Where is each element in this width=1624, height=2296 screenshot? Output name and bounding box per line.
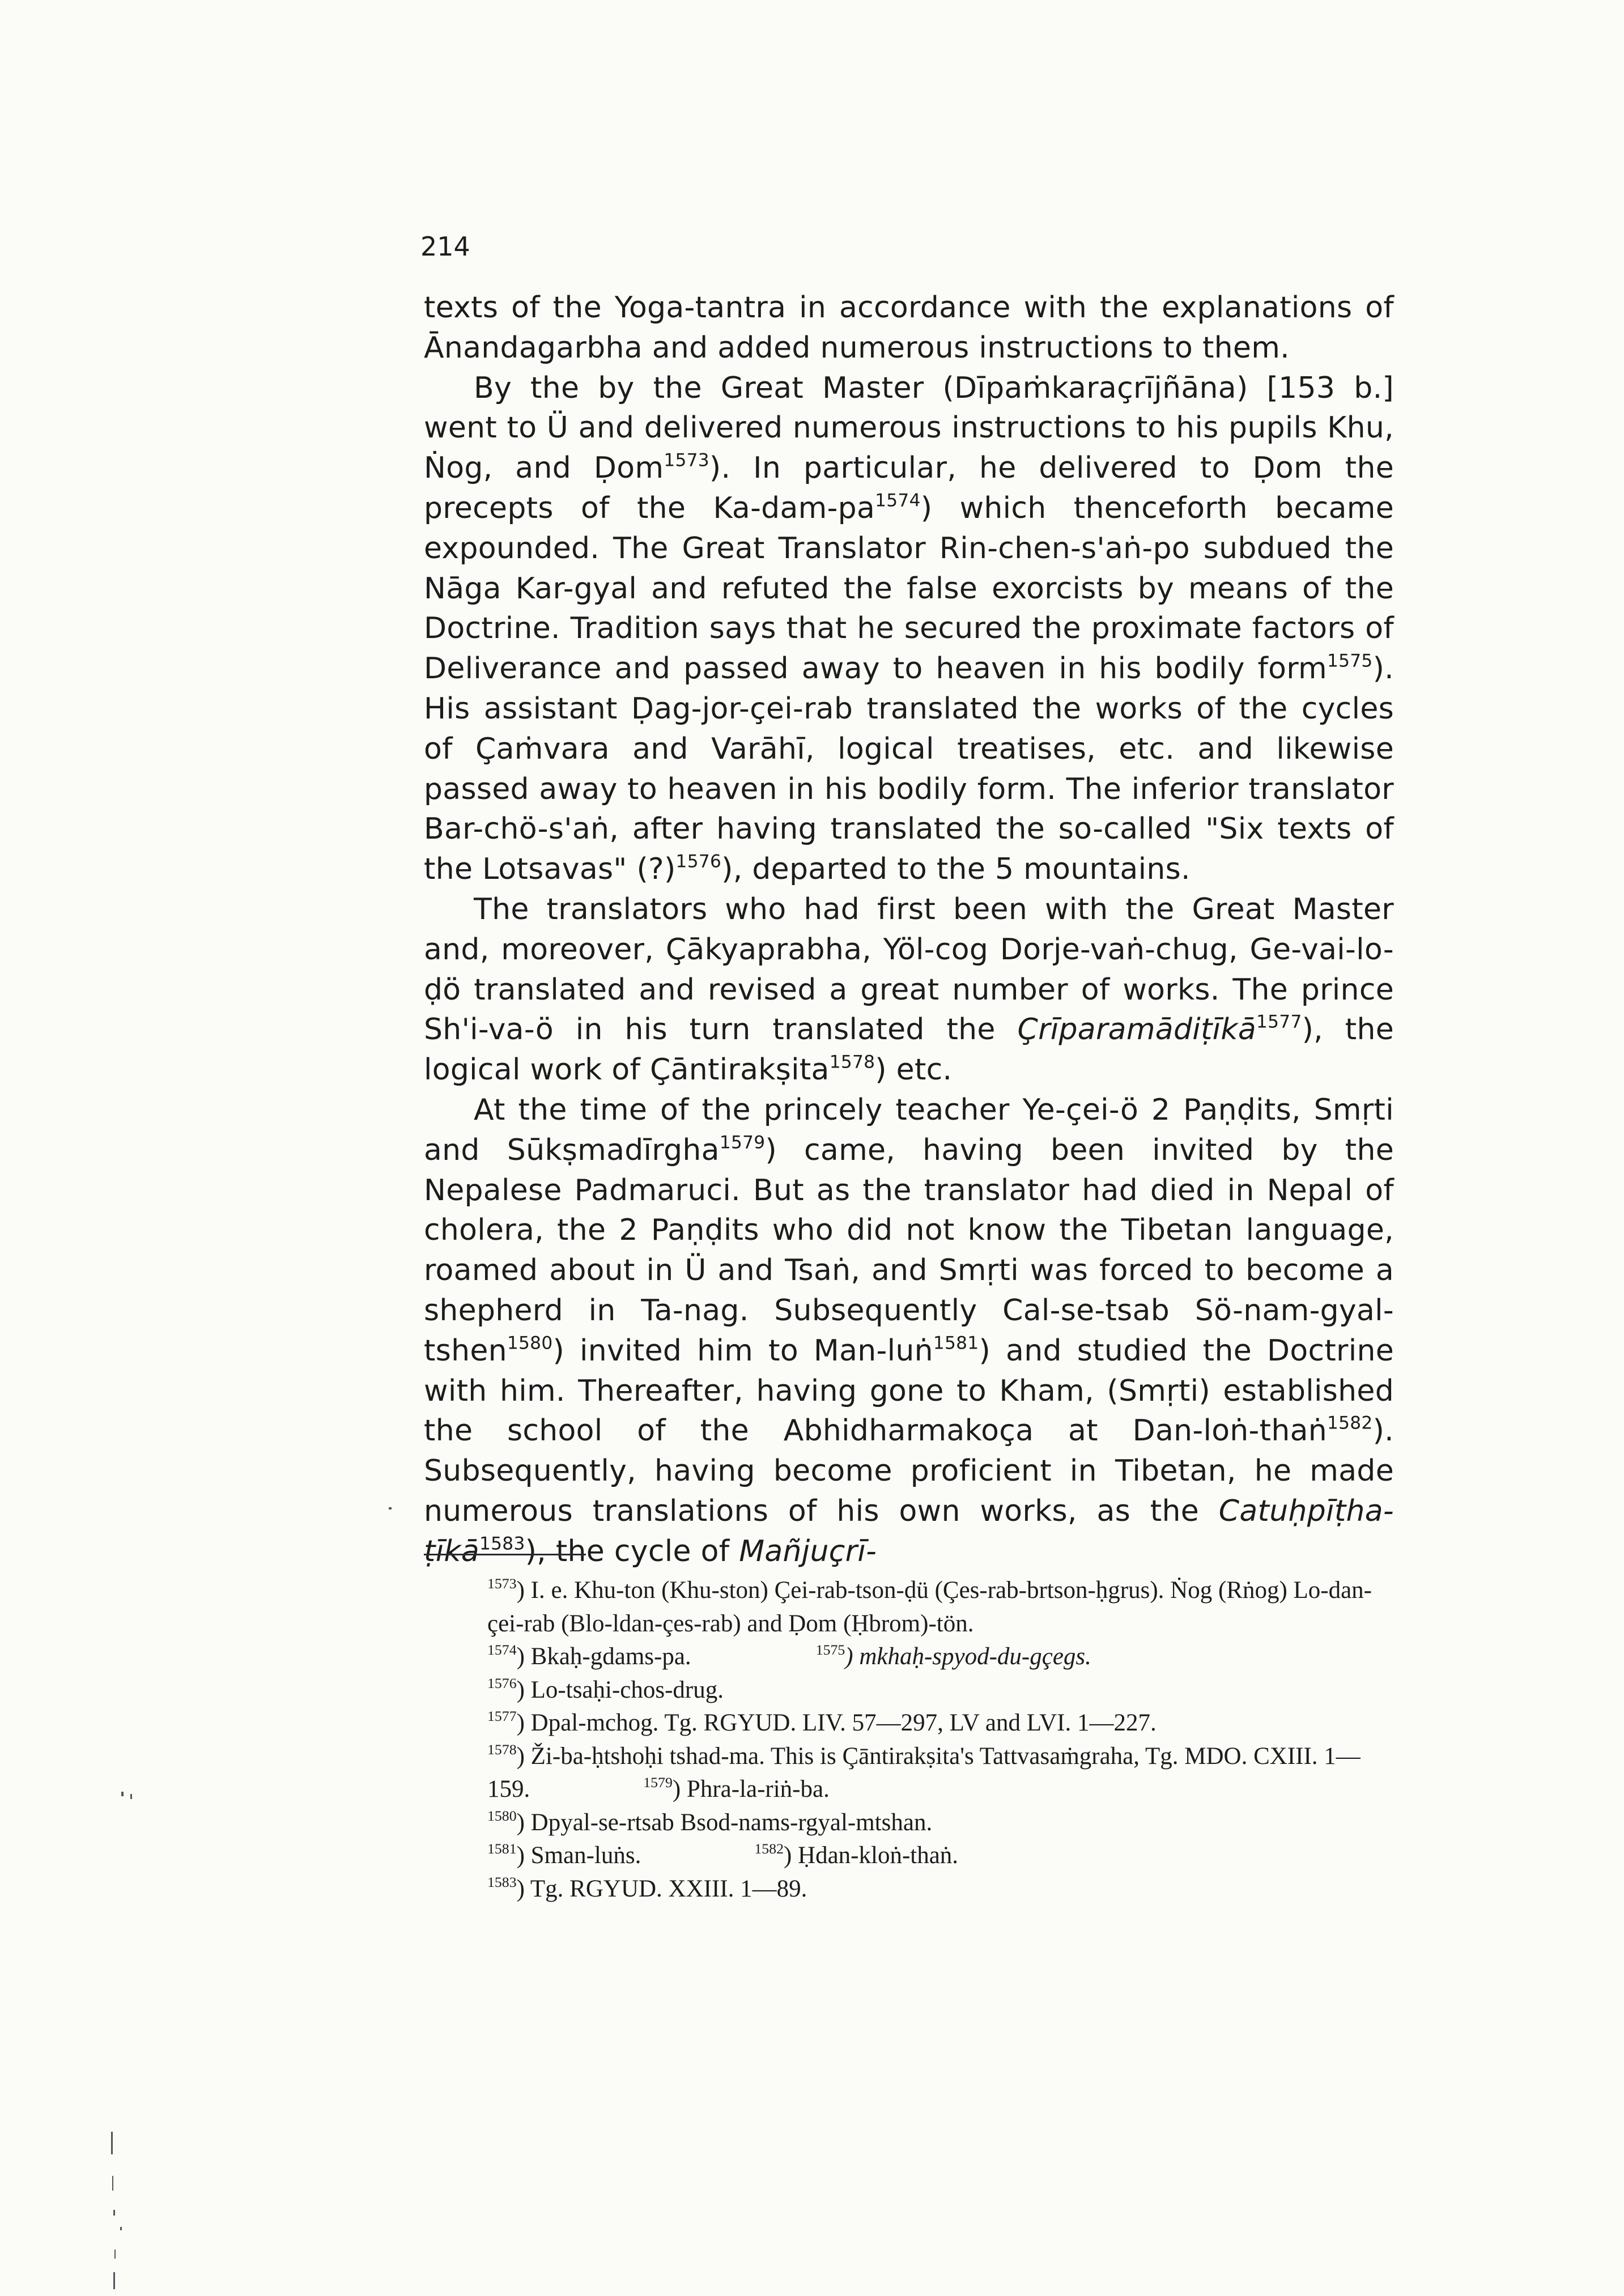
footnote-text: ) Dpal-mchog. Tg. RGYUD. LIV. 57—297, LV and LVI. 1—227. [516,1710,1157,1736]
footnote [419,1740,1395,1806]
footnote-text: ) I. e. Khu-ton (Khu-ston) Çei-rab-tson-ḍü (Çes-rab-brtson-ḥgrus). Ṅog (Rṅog) Lo-dan-çei-rab (Blo-ldan-çes-rab) and Ḍom (Ḥbrom)-tön. [487,1577,1372,1637]
scan-mark [113,2210,115,2216]
footnote-ref[interactable]: 1577 [1256,1012,1302,1033]
italic-title: Çrīparamādiṭīkā [1017,1013,1257,1047]
footnote-ref[interactable]: 1576 [675,851,722,872]
footnote-text: ) mkhaḥ-spyod-du-gçegs. [845,1643,1091,1670]
footnote-text: ) Phra-la-riṅ-ba. [672,1776,830,1802]
paragraph [424,368,1394,890]
text-run: ), the cycle of [525,1534,739,1568]
text-run: At the time of the princely teacher Ye-çei-ö 2 Paṇḍits, Smṛti and Sūkṣmadīrgha [424,1092,1394,1167]
text-run: By the by the Great Master (Dīpaṁkaraçrījñāna) [153 b.] went to Ü and delivered numerous instructions to his pupils Khu, Ṅog, and Ḍom [424,371,1394,486]
footnote-number: 1578 [487,1741,517,1758]
footnote-ref[interactable]: 1581 [933,1333,979,1354]
italic-title: Mañjuçrī- [739,1534,877,1568]
text-run: ). Subsequently, having become proficient in Tibetan, he made numerous translations of his own works, as the [424,1414,1394,1528]
main-text [424,288,1394,1572]
footnote-number: 1581 [487,1840,517,1857]
paragraph [424,288,1394,368]
scan-mark [130,1794,132,1799]
footnote-text: ) Sman-luṅs. [516,1842,641,1869]
footnote-text: ) Dpyal-se-rtsab Bsod-nams-rgyal-mtshan. [516,1809,933,1836]
footnote [419,1707,1395,1740]
footnote-number: 1576 [487,1674,517,1691]
text-run: ), the logical work of Çāntirakṣita [424,1013,1395,1087]
text-run: ), departed to the 5 mountains. [721,852,1191,887]
footnote-text: ) Ḥdan-kloṅ-thaṅ. [783,1842,959,1869]
scan-mark [389,1507,392,1510]
text-run: ). In particular, he delivered to Ḍom the precepts of the Ka-dam-pa [424,451,1395,525]
scan-mark [111,2132,113,2154]
footnote-ref[interactable]: 1574 [875,490,921,511]
footnote [419,1806,1395,1840]
footnote-text: ) Tg. RGYUD. XXIII. 1—89. [516,1875,807,1902]
footnote-ref[interactable]: 1573 [664,450,709,471]
footnote [419,1640,1395,1674]
footnote-ref[interactable]: 1575 [1327,650,1373,671]
footnote-ref[interactable]: 1578 [829,1052,875,1073]
text-run: ) invited him to Man-luṅ [552,1333,933,1368]
footnote [419,1674,1395,1707]
paragraph [424,1090,1394,1572]
footnote-ref[interactable]: 1583 [479,1533,525,1554]
footnote-number: 1582 [754,1840,784,1857]
footnote-number: 1575 [815,1642,845,1659]
footnote [419,1574,1395,1640]
text-run: ) etc. [875,1053,953,1087]
text-run: ) and studied the Doctrine with him. Thereafter, having gone to Kham, (Smṛti) established the school of the Abhidharmakoça at Dan-loṅ-thaṅ [424,1333,1394,1448]
text-run: ). His assistant Ḍag-jor-çei-rab translated the works of the cycles of Çaṁvara and Varāhī, logical treatises, etc. and likewise passed away to heaven in his bodily form. The inferior translator Bar-chö-s'aṅ, after having translated the so-called "Six texts of the Lotsavas" (?) [424,652,1394,887]
text-run: The translators who had first been with the Great Master and, moreover, Çākyaprabha, Yöl-cog Dorje-vaṅ-chug, Ge-vai-lo-ḍö translated and revised a great number of works. The prince Sh'i-va-ö in his turn translated the [424,892,1394,1047]
footnote-number: 1583 [487,1873,517,1890]
text-run: texts of the Yoga-tantra in accordance with the explanations of Ānandagarbha and added numerous instructions to them. [424,291,1394,365]
footnote-number: 1579 [643,1774,673,1791]
footnote-divider [424,1554,586,1555]
scan-mark [113,2272,115,2289]
footnote-ref[interactable]: 1582 [1327,1413,1373,1434]
footnote-number: 1577 [487,1708,517,1725]
footnote-number: 1574 [487,1642,517,1659]
footnote [419,1839,1395,1873]
footnote-number: 1580 [487,1807,517,1824]
text-run: ) came, having been invited by the Nepalese Padmaruci. But as the translator had died in Nepal of cholera, the 2 Paṇḍits who did not know the Tibetan language, roamed about in Ü and Tsaṅ, and Smṛti was forced to become a shepherd in Ta-nag. Subsequently Cal-se-tsab Sö-nam-gyal-tshen [424,1133,1394,1368]
scan-mark [112,2176,113,2191]
scan-mark [120,2227,122,2230]
footnote-text: ) Ži-ba-ḥtshoḥi tshad-ma. This is Çāntirakṣita's Tattvasaṁgraha, Tg. MDO. CXIII. 1—159. [487,1742,1361,1802]
footnote-ref[interactable]: 1580 [507,1333,553,1354]
paragraph [424,890,1394,1090]
scan-mark [114,2250,116,2259]
footnote [419,1873,1395,1906]
footnotes [419,1574,1395,1906]
footnote-ref[interactable]: 1579 [719,1132,766,1153]
italic-title: Catuḥpīṭha-ṭīkā [424,1494,1394,1568]
footnote-text: ) Bkaḥ-gdams-pa. [516,1643,691,1670]
scan-mark [121,1792,124,1796]
footnote-number: 1573 [487,1575,517,1592]
text-run: ) which thenceforth became expounded. The Great Translator Rin-chen-s'aṅ-po subdued the Nāga Kar-gyal and refuted the false exorcists by means of the Doctrine. Tradition says that he secured the proximate factors of Deliverance and passed away to heaven in his bodily form [424,491,1394,686]
page-number: 214 [420,231,470,262]
footnote-text: ) Lo-tsaḥi-chos-drug. [516,1676,724,1703]
